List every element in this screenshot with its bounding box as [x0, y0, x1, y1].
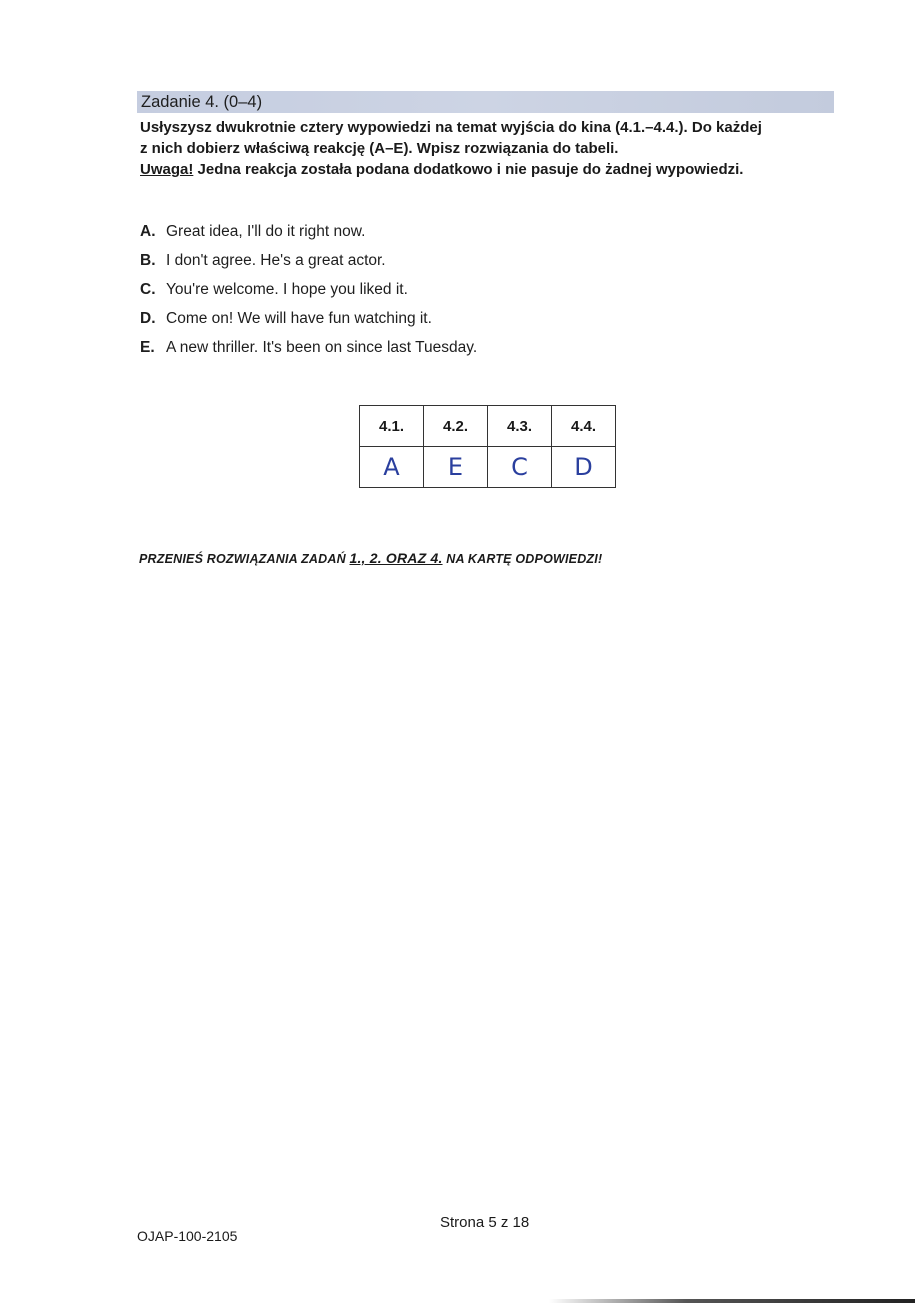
transfer-answers-note — [139, 550, 602, 566]
answer-cell-4-2[interactable]: E — [424, 447, 488, 488]
exam-code: OJAP-100-2105 — [137, 1228, 238, 1244]
answer-header-4-4: 4.4. — [552, 406, 616, 447]
option-c — [140, 279, 477, 308]
task-header-bar — [137, 91, 834, 113]
transfer-note-tasks: 1., 2. ORAZ 4. — [349, 550, 443, 566]
warning-word: Uwaga! — [140, 161, 194, 178]
scan-bottom-edge — [0, 1299, 915, 1303]
option-letter: B. — [140, 252, 156, 269]
option-letter: D. — [140, 310, 156, 327]
option-e — [140, 337, 477, 366]
answer-header-4-1: 4.1. — [360, 406, 424, 447]
answer-header-4-3: 4.3. — [488, 406, 552, 447]
instruction-line-1: Usłyszysz dwukrotnie cztery wypowiedzi na temat wyjścia do kina (4.1.–4.4.). Do każdej — [140, 119, 762, 136]
page-number: Strona 5 z 18 — [440, 1214, 530, 1231]
answer-cell-4-1[interactable]: A — [360, 447, 424, 488]
option-a — [140, 221, 477, 250]
option-letter: A. — [140, 223, 156, 240]
option-text: A new thriller. It's been on since last Tuesday. — [166, 339, 478, 356]
answer-table-handwritten-row — [360, 447, 616, 488]
answer-cell-4-3[interactable]: C — [488, 447, 552, 488]
warning-text: Jedna reakcja została podana dodatkowo i nie pasuje do żadnej wypowiedzi. — [193, 161, 744, 178]
reaction-options-list — [140, 221, 477, 366]
option-text: Great idea, I'll do it right now. — [166, 223, 366, 240]
task-instruction — [140, 117, 840, 180]
option-b — [140, 250, 477, 279]
answer-table — [359, 405, 616, 488]
option-text: You're welcome. I hope you liked it. — [166, 281, 408, 298]
answer-cell-4-4[interactable]: D — [552, 447, 616, 488]
answer-header-4-2: 4.2. — [424, 406, 488, 447]
option-text: Come on! We will have fun watching it. — [166, 310, 432, 327]
instruction-line-2: z nich dobierz właściwą reakcję (A–E). Wpisz rozwiązania do tabeli. — [140, 140, 619, 157]
option-text: I don't agree. He's a great actor. — [166, 252, 386, 269]
option-d — [140, 308, 477, 337]
option-letter: C. — [140, 281, 156, 298]
transfer-note-suffix: NA KARTĘ ODPOWIEDZI! — [442, 552, 603, 566]
answer-table-header-row — [360, 406, 616, 447]
warning-line — [140, 159, 840, 180]
transfer-note-prefix: PRZENIEŚ ROZWIĄZANIA ZADAŃ — [139, 552, 350, 566]
option-letter: E. — [140, 339, 155, 356]
task-title: Zadanie 4. (0–4) — [141, 93, 263, 111]
